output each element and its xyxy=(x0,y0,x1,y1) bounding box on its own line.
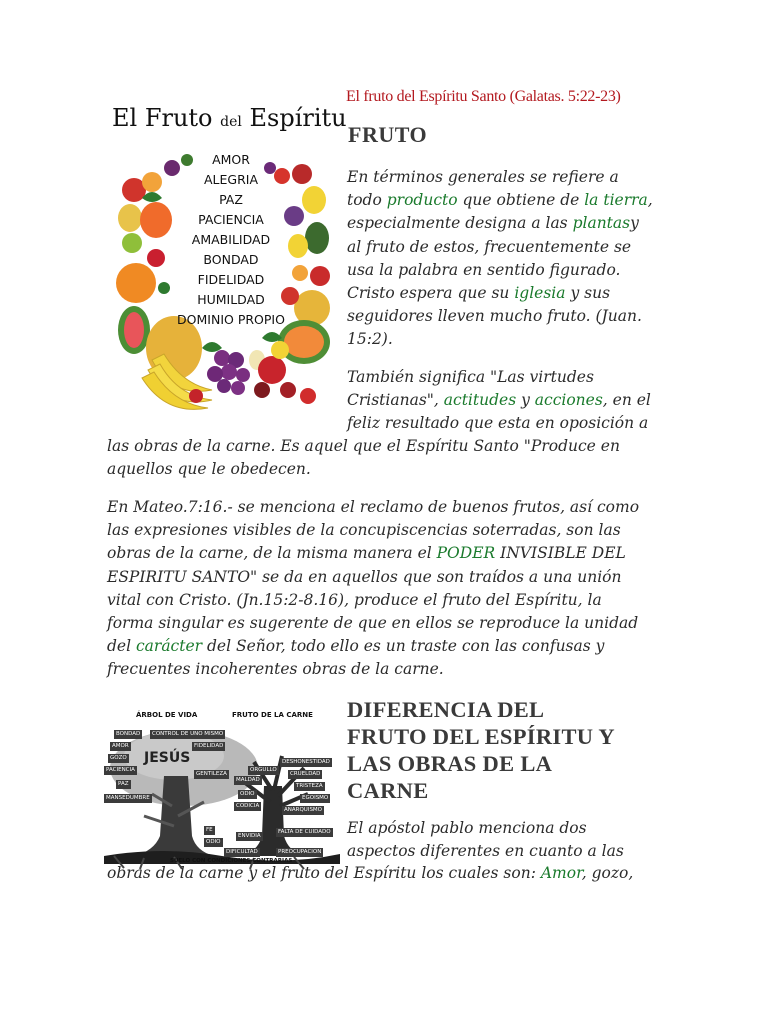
tree-right-item: ODIO xyxy=(206,839,221,845)
text-line: obras de la carne y el fruto del Espíritu los cuales son: Amor, gozo, xyxy=(107,864,634,882)
tree-ground-label: SUELO CON CONDICIONES CONTRARIAS xyxy=(170,858,293,864)
tree-right-item: MALDAD xyxy=(236,777,260,783)
text-line: obras de la carne, de la misma manera el PODER INVISIBLE DEL xyxy=(107,544,626,563)
poster-title: El Fruto del Espíritu xyxy=(112,104,347,132)
text-line: seguidores lleven mucho fruto. (Juan. xyxy=(347,307,642,326)
tree-left-item: FIDELIDAD xyxy=(194,743,224,749)
title-line: LAS OBRAS DE LA xyxy=(347,751,553,776)
tree-right-item: FALTA DE CUIDADO xyxy=(278,829,331,835)
tree-left-item: GOZO xyxy=(110,755,127,761)
text-line: forma singular es sugerente de que en ellos se reproduce la unidad xyxy=(107,614,639,633)
text-line: aspectos diferentes en cuanto a las xyxy=(347,842,624,861)
virtue-item: PAZ xyxy=(219,192,243,207)
link-iglesia[interactable]: iglesia xyxy=(514,284,566,303)
text-line: También significa "Las virtudes xyxy=(347,368,594,386)
text-line: Cristianas", actitudes y acciones, en el xyxy=(347,391,651,410)
title-line: CARNE xyxy=(347,778,429,803)
text-line: las expresiones visibles de la concupiscencias soterradas, son las xyxy=(107,521,621,540)
text-line: aquellos que le obedecen. xyxy=(107,460,311,479)
tree-diagram-image xyxy=(104,706,340,870)
text-line: al fruto de estos, frecuentemente se xyxy=(347,237,632,256)
text-line: El apóstol pablo menciona dos xyxy=(347,819,587,837)
link-caracter[interactable]: carácter xyxy=(135,637,203,656)
title-line: FRUTO DEL ESPÍRITU Y xyxy=(347,724,615,749)
tree-left-item: FE xyxy=(206,827,213,833)
link-poder[interactable]: PODER xyxy=(436,544,496,563)
tree-left-item: BONDAD xyxy=(116,731,141,737)
tree-left-item: GENTILEZA xyxy=(196,771,227,777)
text-line: En términos generales se refiere a xyxy=(347,168,619,186)
link-amor[interactable]: Amor xyxy=(540,864,582,882)
virtue-item: AMABILIDAD xyxy=(191,232,271,247)
tree-right-item: CODICIA xyxy=(236,803,260,809)
section-title-diferencia xyxy=(347,696,667,804)
tree-trunk-label: JESÚS xyxy=(144,750,191,766)
link-acciones[interactable]: acciones xyxy=(534,391,603,410)
tree-right-item: TRISTEZA xyxy=(296,783,323,789)
tree-right-item: DESHONESTIDAD xyxy=(282,759,330,765)
tree-left-item: CONTROL DE UNO MISMO xyxy=(152,731,224,737)
tree-right-item: ORGULLO xyxy=(250,767,277,773)
tree-left-item: AMOR xyxy=(112,743,129,749)
text-line: del carácter del Señor, todo ello es un traste con las confusas y xyxy=(107,637,605,656)
tree-right-item: CRUELDAD xyxy=(290,771,321,777)
virtue-item: HUMILDAD xyxy=(197,292,265,307)
virtue-item: BONDAD xyxy=(203,252,259,267)
text-line: las obras de la carne. Es aquel que el Espíritu Santo "Produce en xyxy=(107,437,620,455)
tree-right-item: ANARQUISMO xyxy=(284,807,323,813)
tree-left-item: PAZ xyxy=(118,781,129,787)
virtues-list xyxy=(156,150,306,330)
text-line: Cristo espera que su iglesia y sus xyxy=(347,284,611,303)
text-line: En Mateo.7:16.- se menciona el reclamo de buenos frutos, así como xyxy=(107,498,640,516)
section-title-fruto: FRUTO xyxy=(348,122,428,147)
virtue-item: AMOR xyxy=(212,152,250,167)
paragraph-fruto-definition xyxy=(347,166,667,352)
text-line: frecuentes incoherentes obras de la carne. xyxy=(107,660,444,679)
paragraph-apostol-continued xyxy=(107,862,667,885)
fruit-poster-image xyxy=(112,98,347,416)
link-plantas[interactable]: plantas xyxy=(572,214,631,233)
tree-left-title: ÁRBOL DE VIDA xyxy=(136,711,198,719)
document-subtitle: El fruto del Espíritu Santo (Galatas. 5:22-23) xyxy=(346,88,621,105)
title-line: DIFERENCIA DEL xyxy=(347,697,545,722)
link-producto[interactable]: producto xyxy=(386,191,458,210)
paragraph-apostol xyxy=(347,817,667,863)
virtue-item: PACIENCIA xyxy=(198,212,264,227)
paragraph-virtues-continued xyxy=(107,435,667,481)
text-line: 15:2). xyxy=(347,330,393,349)
text-line: especialmente designa a las plantasy xyxy=(347,214,639,233)
tree-right-item: EGOISMO xyxy=(302,795,329,801)
tree-left-item: PACIENCIA xyxy=(106,767,135,773)
virtue-item: DOMINIO PROPIO xyxy=(177,312,285,327)
link-la-tierra[interactable]: la tierra xyxy=(584,191,648,210)
tree-right-item: DIFICULTAD xyxy=(226,849,258,855)
text-line: vital con Cristo. (Jn.15:2-8.16), produce el fruto del Espíritu, la xyxy=(107,590,602,609)
tree-right-title: FRUTO DE LA CARNE xyxy=(232,711,313,719)
tree-left-item: MANSEDUMBRE xyxy=(106,795,150,801)
tree-right-item: PREOCUPACION xyxy=(278,849,322,855)
text-line: usa la palabra en sentido figurado. xyxy=(347,260,621,279)
paragraph-virtues xyxy=(347,366,667,436)
text-line: ESPIRITU SANTO" se da en aquellos que son traídos a una unión xyxy=(107,567,622,586)
link-actitudes[interactable]: actitudes xyxy=(443,391,517,410)
tree-right-item: ODIO xyxy=(240,791,255,797)
text-line: todo producto que obtiene de la tierra, xyxy=(347,191,653,210)
paragraph-mateo xyxy=(107,496,667,682)
text-line: feliz resultado que esta en oposición a xyxy=(347,414,649,433)
tree-right-item: ENVIDIA xyxy=(238,833,261,839)
virtue-item: FIDELIDAD xyxy=(197,272,265,287)
virtue-item: ALEGRIA xyxy=(203,172,259,187)
